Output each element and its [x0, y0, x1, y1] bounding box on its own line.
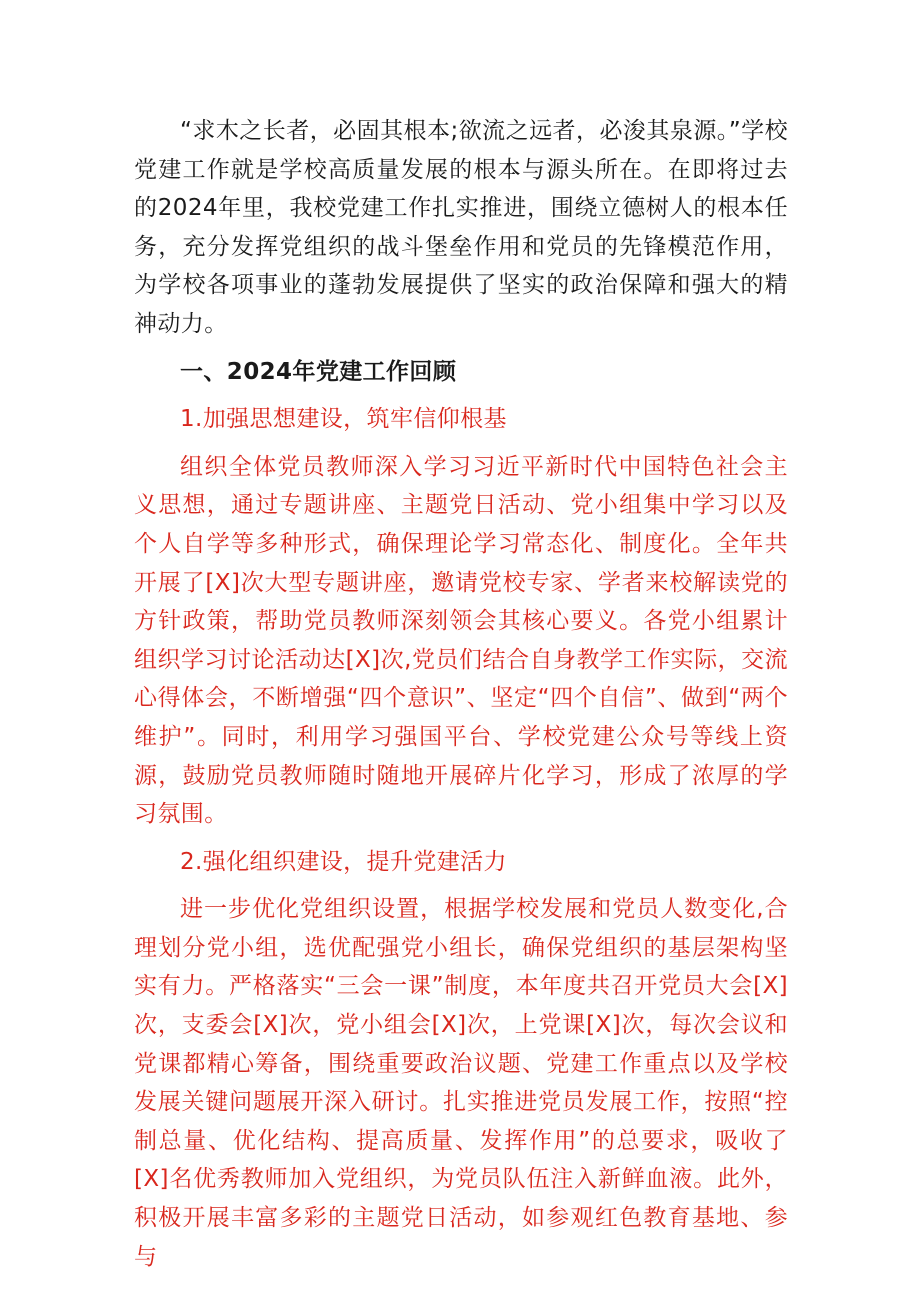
subsection-body-1: 组织全体党员教师深入学习习近平新时代中国特色社会主义思想，通过专题讲座、主题党日活动、党小组集中学习以及个人自学等多种形式，确保理论学习常态化、制度化。全年共开展了[X]次大型专题讲座，邀请党校专家、学者来校解读党的方针政策，帮助党员教师深刻领会其核心要义。各党小组累计组织学习讨论活动达[X]次,党员们结合自身教学工作实际，交流心得体会，不断增强“四个意识”、坚定“四个自信”、做到“两个维护”。同时，利用学习强国平台、学校党建公众号等线上资源，鼓励党员教师随时随地开展碎片化学习，形成了浓厚的学习氛围。: [134, 453, 788, 828]
subsection-body-2: 进一步优化党组织设置，根据学校发展和党员人数变化,合理划分党小组，选优配强党小组长，确保党组织的基层架构坚实有力。严格落实“三会一课”制度，本年度共召开党员大会[X]次，支委会[X]次，党小组会[X]次，上党课[X]次，每次会议和党课都精心筹备，围绕重要政治议题、党建工作重点以及学校发展关键问题展开深入研讨。扎实推进党员发展工作，按照“控制总量、优化结构、提高质量、发挥作用”的总要求，吸收了[X]名优秀教师加入党组织，为党员队伍注入新鲜血液。此外，积极开展丰富多彩的主题党日活动，如参观红色教育基地、参与: [134, 896, 788, 1270]
section-title: 一、2024年党建工作回顾: [180, 358, 457, 385]
intro-paragraph: “求木之长者，必固其根本;欲流之远者，必浚其泉源。”学校党建工作就是学校高质量发展的根本与源头所在。在即将过去的2024年里，我校党建工作扎实推进，围绕立德树人的根本任务，充分发挥党组织的战斗堡垒作用和党员的先锋模范作用，为学校各项事业的蓬勃发展提供了坚实的政治保障和强大的精神动力。: [134, 118, 788, 337]
subsection-title-2: 2.强化组织建设，提升党建活力: [180, 848, 507, 875]
subsection-title-1: 1.加强思想建设，筑牢信仰根基: [180, 406, 507, 433]
